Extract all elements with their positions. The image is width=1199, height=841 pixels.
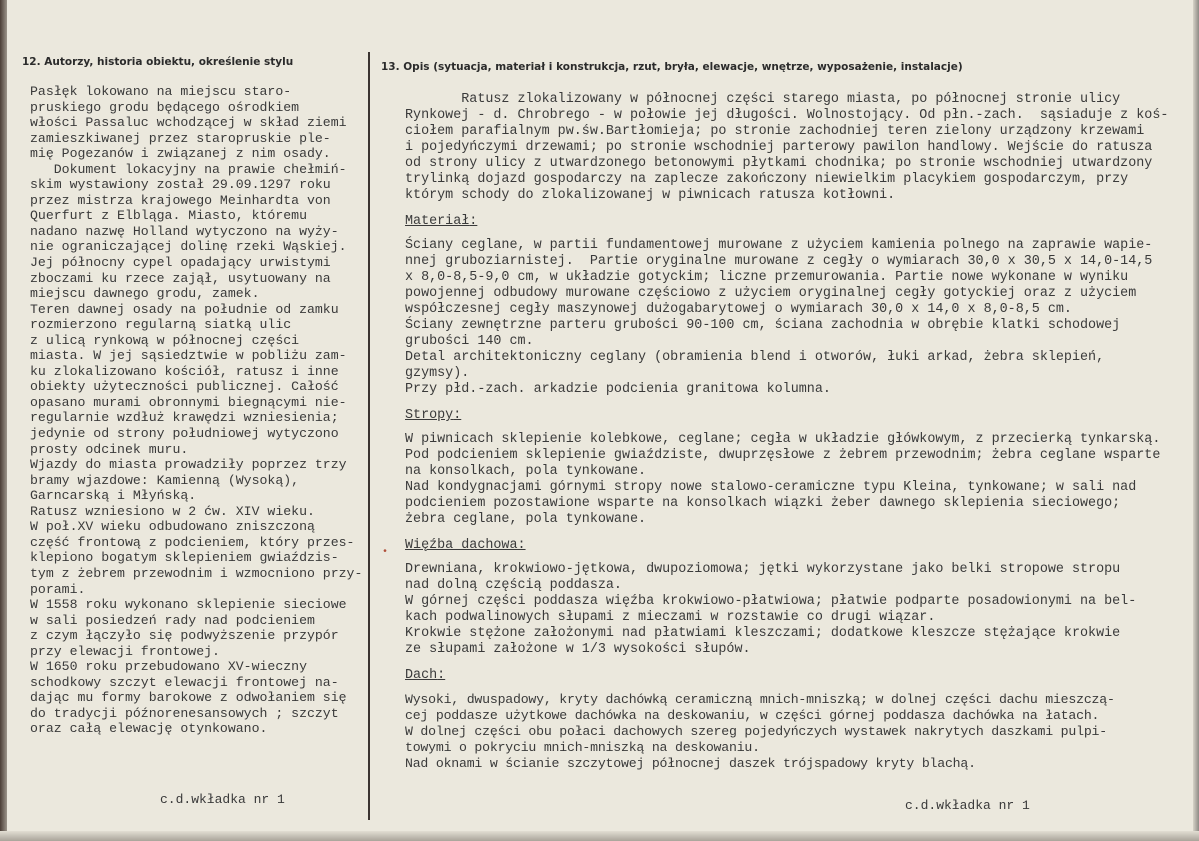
text-line: podcieniem pozostawione wsparte na konsolkach wiązki żeber dawnego sklepienia sieciowego; bbox=[405, 496, 1121, 511]
text-line: Krokwie stężone założonymi nad płatwiami kleszczami; dodatkowe kleszcze stężające krokwie bbox=[405, 626, 1121, 641]
text-line: schodkowy szczyt elewacji frontowej na- bbox=[30, 674, 339, 690]
text-line: Ściany ceglane, w partii fundamentowej murowane z użyciem kamienia polnego na zaprawie wapie- bbox=[405, 238, 1153, 253]
section-wi-ba-dachowa bbox=[405, 538, 1168, 658]
text-line: jedynie od strony południowej wytyczono bbox=[30, 426, 339, 442]
section-materia- bbox=[405, 214, 1168, 398]
text-line: tym z żebrem przewodnim i wzmocniono przy- bbox=[30, 565, 363, 581]
text-line: opasano murami obronnymi biegnącymi nie- bbox=[30, 394, 347, 410]
section-title: Dach: bbox=[405, 668, 446, 683]
text-line: w sali posiedzeń rady nad podcieniem bbox=[30, 612, 315, 628]
text-line: i pojedyńczymi drzewami; po stronie wschodniej parterowy pawilon handlowy. Wejście do ratusza bbox=[405, 140, 1153, 155]
text-line: zboczami ku rzece zajął, usytuowany na bbox=[30, 270, 331, 286]
pen-mark: • bbox=[382, 547, 389, 558]
history-text bbox=[30, 84, 362, 737]
text-line: ciołem parafialnym pw.św.Bartłomieja; po stronie zachodniej teren zielony urządzony krzewami bbox=[405, 124, 1145, 139]
text-line: towymi o pokryciu mnich-mniszką na deskowaniu. bbox=[405, 740, 760, 755]
text-line: Rynkowej - d. Chrobrego - w połowie jej długości. Wolnostojący. Od płn.-zach. sąsiaduje z koś- bbox=[405, 108, 1169, 123]
text-line: Wysoki, dwuspadowy, kryty dachówką ceramiczną mnich-mniszką; w dolnej części dachu mieszczą- bbox=[405, 692, 1115, 707]
text-line: skim wystawiony został 29.09.1297 roku bbox=[30, 177, 331, 193]
text-line: współczesnej cegły maszynowej dużogabarytowej o wymiarach 30,0 x 14,0 x 8,0-8,5 cm. bbox=[405, 302, 1072, 317]
text-line: Dokument lokacyjny na prawie chełmiń- bbox=[30, 161, 347, 177]
text-line: Przy płd.-zach. arkadzie podcienia granitowa kolumna. bbox=[405, 382, 831, 397]
text-line: nadano nazwę Holland wytyczono na wyży- bbox=[30, 223, 339, 239]
text-line: Jej północny cypel opadający urwistymi bbox=[30, 255, 331, 271]
text-line: z ulicą rynkową w północnej części bbox=[30, 332, 300, 348]
text-line: oraz całą elewację otynkowano. bbox=[30, 721, 268, 737]
description-text bbox=[405, 92, 1168, 772]
text-line: miasta. W jej sąsiedztwie w pobliżu zam- bbox=[30, 348, 347, 364]
text-line: prosty odcinek muru. bbox=[30, 441, 189, 457]
text-line: dając mu formy barokowe z odwołaniem się bbox=[30, 690, 347, 706]
text-line: Pasłęk lokowano na miejscu staro- bbox=[30, 84, 292, 99]
text-line: porami. bbox=[30, 581, 86, 597]
text-line: Wjazdy do miasta prowadziły poprzez trzy bbox=[30, 457, 347, 473]
text-line: ze słupami założone w 1/3 wysokości słupów. bbox=[405, 642, 751, 657]
text-line: część frontową z podcieniem, który przes- bbox=[30, 534, 355, 550]
text-line: W górnej części poddasza więźba krokwiowo-płatwiowa; płatwie podparte posadowionymi na bel- bbox=[405, 594, 1137, 609]
text-line: pruskiego grodu będącego ośrodkiem bbox=[30, 99, 300, 115]
text-line: Nad oknami w ścianie szczytowej północnej daszek trójspadowy kryty blachą. bbox=[405, 756, 976, 771]
text-line: żebra ceglane, pola tynkowane. bbox=[405, 512, 647, 527]
text-line: Drewniana, krokwiowo-jętkowa, dwupoziomowa; jętki wykorzystane jako belki stropowe stropu bbox=[405, 562, 1121, 577]
scan-edge-left bbox=[0, 0, 7, 841]
text-line: rozmierzono regularną siatką ulic bbox=[30, 317, 292, 333]
section-title-text: Stropy bbox=[405, 408, 454, 423]
text-line: do tradycji późnorenesansowych ; szczyt bbox=[30, 705, 339, 721]
text-line: W poł.XV wieku odbudowano zniszczoną bbox=[30, 519, 315, 535]
section-title: Więźba dachowa: bbox=[405, 538, 526, 553]
text-line: grubości 140 cm. bbox=[405, 334, 534, 349]
section-title-text: Więźba dachowa bbox=[405, 538, 518, 553]
text-line: trylinką dojazd gospodarczy na zaplecze zakończony niewielkim placykiem gospodarczym, przy bbox=[405, 172, 1129, 187]
text-line: W 1650 roku przebudowano XV-wieczny bbox=[30, 659, 307, 675]
text-line: Teren dawnej osady na południe od zamku bbox=[30, 301, 339, 317]
text-line: ku zlokalizowano kościół, ratusz i inne bbox=[30, 363, 339, 379]
text-line: przez mistrza krajowego Meinhardta von bbox=[30, 192, 331, 208]
text-line: W dolnej części obu połaci dachowych szereg pojedyńczych wystawek nakrytych daszkami pulpi- bbox=[405, 724, 1107, 739]
text-line: z czym łączyło się podwyższenie przypór bbox=[30, 628, 339, 644]
section-title-text: Dach bbox=[405, 668, 438, 683]
section-title: Materiał: bbox=[405, 214, 478, 229]
text-line: x 8,0-8,5-9,0 cm, w układzie gotyckim; liczne przemurowania. Partie nowe wykonane w wyniku bbox=[405, 270, 1129, 285]
text-line: włości Passaluc wchodzącej w skład ziemi bbox=[30, 115, 347, 131]
text-line: gzymsy). bbox=[405, 366, 470, 381]
section-13-header: 13. Opis (sytuacja, materiał i konstrukcja, rzut, bryła, elewacje, wnętrze, wyposażenie, instalacje) bbox=[381, 61, 963, 73]
scan-edge-bottom bbox=[0, 831, 1199, 841]
section-title-text: Materiał bbox=[405, 214, 470, 229]
text-line: na konsolkach, pola tynkowane. bbox=[405, 464, 647, 479]
text-line: nie ograniczającej dolinę rzeki Wąskiej. bbox=[30, 239, 347, 255]
column-divider bbox=[368, 52, 370, 820]
text-line: bramy wjazdowe: Kamienną (Wysoką), bbox=[30, 472, 300, 488]
text-line: klepiono bogatym sklepieniem gwiaździs- bbox=[30, 550, 339, 566]
text-line: mię Pogezanów i związanej z nim osady. bbox=[30, 146, 331, 162]
text-line: Ratusz zlokalizowany w północnej części starego miasta, po północnej stronie ulicy bbox=[405, 92, 1121, 107]
text-line: W 1558 roku wykonano sklepienie sieciowe bbox=[30, 597, 347, 613]
scan-edge-right bbox=[1193, 0, 1199, 841]
text-line: Ratusz wzniesiono w 2 ćw. XIV wieku. bbox=[30, 503, 315, 519]
section-dach bbox=[405, 668, 1168, 772]
text-line: nnej gruboziarnistej. Partie oryginalne murowane z cegły o wymiarach 30,0 x 30,5 x 14,0-14,5 bbox=[405, 254, 1153, 269]
intro-paragraph bbox=[405, 92, 1168, 204]
text-line: powojennej odbudowy murowane częściowo z użyciem oryginalnej cegły gotyckiej oraz z użyciem bbox=[405, 286, 1137, 301]
description-sections bbox=[405, 214, 1168, 772]
text-line: którym schody do zlokalizowanej w piwnicach ratusza kotłowni. bbox=[405, 188, 896, 203]
section-stropy bbox=[405, 408, 1168, 528]
text-line: nad dolną częścią poddasza. bbox=[405, 578, 622, 593]
text-line: regularnie wzdłuż krawędzi wzniesienia; bbox=[30, 410, 339, 426]
text-line: Querfurt z Elbląga. Miasto, któremu bbox=[30, 208, 307, 224]
text-line: przy elewacji frontowej. bbox=[30, 643, 220, 659]
section-12-header: 12. Autorzy, historia obiektu, określenie stylu bbox=[22, 56, 294, 68]
left-continuation-note: c.d.wkładka nr 1 bbox=[160, 792, 285, 807]
text-line: Detal architektoniczny ceglany (obramienia blend i otworów, łuki arkad, żebra sklepień, bbox=[405, 350, 1105, 365]
text-line: W piwnicach sklepienie kolebkowe, ceglane; cegła w układzie główkowym, z przecierką tynkarską. bbox=[405, 432, 1161, 447]
text-line: cej poddasze użytkowe dachówka na deskowaniu, w części górnej poddasza dachówka na łatach. bbox=[405, 708, 1100, 723]
text-line: kach podwalinowych słupami z mieczami w rozstawie co drugi wiązar. bbox=[405, 610, 936, 625]
right-continuation-note: c.d.wkładka nr 1 bbox=[905, 798, 1030, 813]
text-line: obiekty użyteczności publicznej. Całość bbox=[30, 379, 339, 395]
text-line: miejscu dawnego grodu, zamek. bbox=[30, 286, 260, 302]
text-line: Nad kondygnacjami górnymi stropy nowe stalowo-ceramiczne typu Kleina, tynkowane; w sali nad bbox=[405, 480, 1137, 495]
text-line: Ściany zewnętrzne parteru grubości 90-100 cm, ściana zachodnia w obrębie klatki schodowej bbox=[405, 318, 1121, 333]
text-line: Garncarską i Młyńską. bbox=[30, 488, 197, 504]
text-line: od strony ulicy z utwardzonego betonowymi płytkami chodnika; po stronie wschodniej utwardzony bbox=[405, 156, 1153, 171]
text-line: zamieszkiwanej przez staropruskie ple- bbox=[30, 130, 331, 146]
text-line: Pod podcieniem sklepienie gwiaździste, dwuprzęsłowe z żebrem przewodnim; żebra ceglane wsparte bbox=[405, 448, 1161, 463]
section-title: Stropy: bbox=[405, 408, 462, 423]
